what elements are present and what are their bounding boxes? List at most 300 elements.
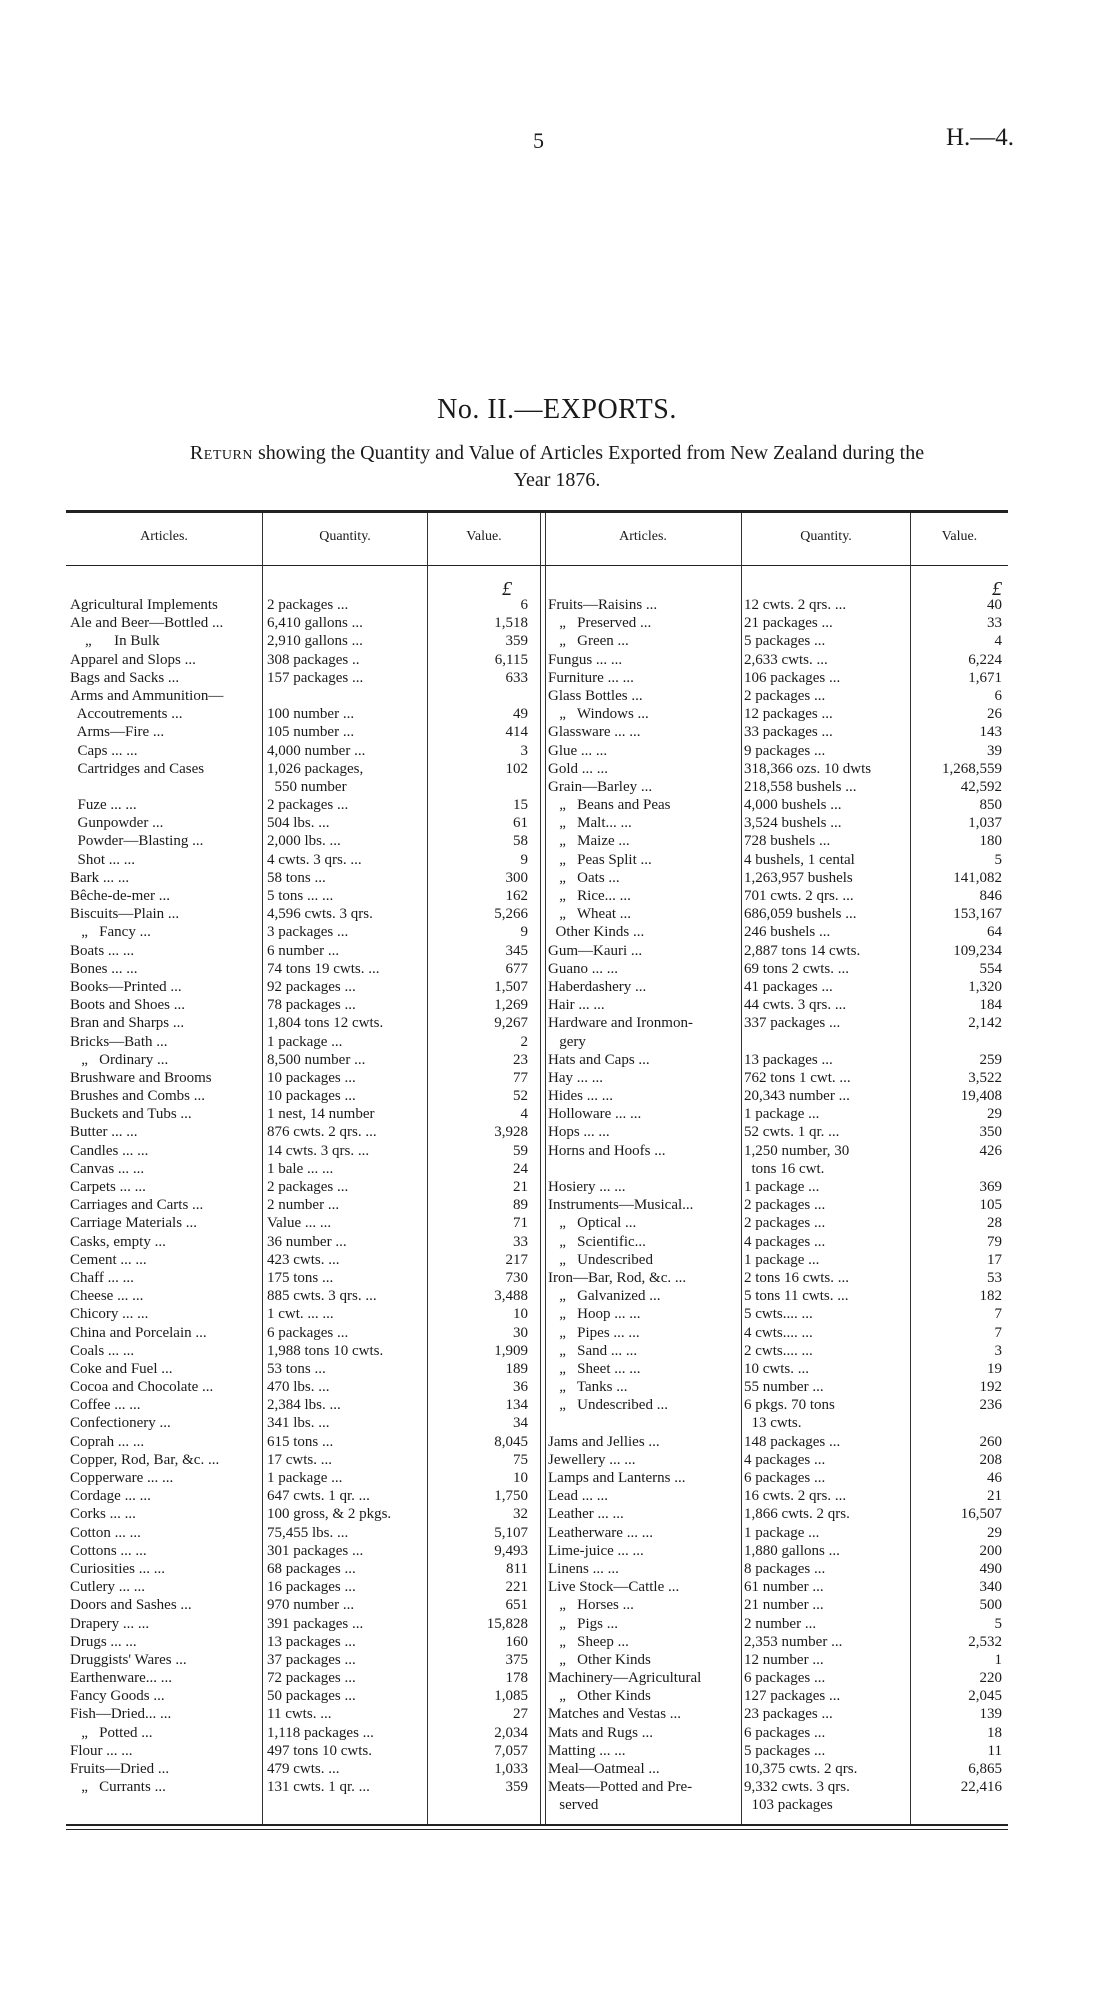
value-cell: 1,033: [494, 1761, 528, 1777]
table-row: [548, 1033, 1008, 1051]
table-row: [70, 1560, 538, 1578]
value-cell: 1,085: [494, 1688, 528, 1705]
table-row: [70, 1051, 538, 1069]
table-row: [70, 1360, 538, 1378]
article-cell: „ Beans and Peas: [548, 797, 671, 814]
article-cell: served: [548, 1797, 599, 1814]
article-cell: „ Other Kinds: [548, 1688, 651, 1705]
article-cell: „ Malt... ...: [548, 815, 632, 832]
table-row: [548, 832, 1008, 850]
article-cell: Chicory ... ...: [70, 1306, 149, 1323]
quantity-cell: 175 tons ...: [267, 1269, 334, 1286]
table-row: [70, 1214, 538, 1232]
article-cell: Machinery—Agricultural: [548, 1670, 702, 1687]
value-cell: 16,507: [960, 1506, 1002, 1523]
article-cell: „ Maize ...: [548, 833, 630, 850]
subtitle: [100, 440, 1014, 494]
quantity-cell: 4 cwts.... ...: [744, 1324, 813, 1341]
table-row: [548, 1069, 1008, 1087]
table-row: [70, 596, 538, 614]
value-cell: 1,909: [494, 1342, 528, 1359]
header-quantity-right: Quantity.: [800, 529, 852, 544]
article-cell: Mats and Rugs ...: [548, 1724, 653, 1741]
subtitle-rest: showing the Quantity and Value of Articles Exported from New Zealand during the: [252, 442, 925, 464]
table-row: [548, 1451, 1008, 1469]
article-cell: Fruits—Dried ...: [70, 1761, 170, 1777]
value-cell: 33: [513, 1233, 528, 1250]
value-cell: 24: [513, 1160, 528, 1177]
quantity-cell: 4 packages ...: [744, 1233, 826, 1250]
quantity-cell: 885 cwts. 3 qrs. ...: [267, 1288, 377, 1305]
table-row: [548, 1287, 1008, 1305]
article-cell: Flour ... ...: [70, 1742, 133, 1759]
currency-symbol-left: £: [502, 578, 512, 600]
quantity-cell: 6 packages ...: [744, 1670, 826, 1687]
article-cell: Butter ... ...: [70, 1124, 138, 1141]
article-cell: Copperware ... ...: [70, 1470, 174, 1486]
table-row: [548, 1542, 1008, 1560]
article-cell: Meats—Potted and Pre-: [548, 1779, 693, 1796]
quantity-cell: 2 packages ...: [744, 1197, 826, 1214]
value-cell: 9,493: [494, 1542, 528, 1559]
value-cell: 19,408: [960, 1088, 1002, 1105]
article-cell: Casks, empty ...: [70, 1233, 166, 1250]
table-row: [70, 978, 538, 996]
table-row: [548, 778, 1008, 796]
table-row: [70, 996, 538, 1014]
table-row: [70, 1669, 538, 1687]
quantity-cell: 2 packages ...: [267, 597, 349, 613]
table-row: [548, 1615, 1008, 1633]
header-value-right: Value.: [941, 529, 978, 544]
table-row: [70, 1724, 538, 1742]
quantity-cell: 1 bale ... ...: [267, 1160, 334, 1177]
quantity-cell: 6 pkgs. 70 tons: [744, 1397, 835, 1414]
value-cell: 345: [505, 942, 528, 959]
article-cell: Cordage ... ...: [70, 1488, 151, 1505]
value-cell: 182: [979, 1288, 1002, 1305]
article-cell: Curiosities ... ...: [70, 1560, 166, 1577]
table-row: [70, 1778, 538, 1796]
table-row: [70, 1633, 538, 1651]
article-cell: Buckets and Tubs ...: [70, 1106, 192, 1123]
article-cell: Hats and Caps ...: [548, 1051, 650, 1068]
table-row: [70, 905, 538, 923]
article-cell: Carpets ... ...: [70, 1179, 146, 1195]
article-cell: Haberdashery ...: [548, 978, 647, 995]
article-cell: „ Oats ...: [548, 869, 620, 886]
table-row: [548, 1160, 1008, 1178]
quantity-cell: 8 packages ...: [744, 1560, 826, 1577]
value-cell: 4: [520, 1106, 528, 1123]
article-cell: Accoutrements ...: [70, 706, 183, 723]
table-row: [70, 796, 538, 814]
article-cell: gery: [548, 1033, 586, 1050]
quantity-cell: 55 number ...: [744, 1379, 824, 1396]
article-cell: Fuze ... ...: [70, 797, 137, 814]
value-cell: 6,115: [494, 651, 528, 668]
article-cell: „ In Bulk: [70, 633, 160, 650]
table-row: [70, 614, 538, 632]
article-cell: Bran and Sharps ...: [70, 1015, 185, 1032]
table-row: [70, 632, 538, 650]
article-cell: Cottons ... ...: [70, 1542, 147, 1559]
value-cell: 18: [987, 1724, 1002, 1741]
value-cell: 58: [513, 833, 528, 850]
table-row: [548, 723, 1008, 741]
table-row: [548, 1796, 1008, 1814]
quantity-cell: 6 packages ...: [744, 1724, 826, 1741]
table-row: [70, 851, 538, 869]
article-cell: „ Other Kinds: [548, 1651, 651, 1668]
value-cell: 375: [505, 1651, 528, 1668]
article-cell: Candles ... ...: [70, 1142, 149, 1159]
quantity-cell: 4,596 cwts. 3 qrs.: [267, 906, 373, 923]
article-cell: Cutlery ... ...: [70, 1579, 145, 1596]
table-row: [548, 814, 1008, 832]
value-cell: 220: [979, 1670, 1002, 1687]
quantity-cell: 4 packages ...: [744, 1451, 826, 1468]
quantity-cell: 68 packages ...: [267, 1560, 356, 1577]
table-row: [548, 1360, 1008, 1378]
article-cell: „ Rice... ...: [548, 888, 631, 904]
table-row: [548, 1760, 1008, 1778]
article-cell: Live Stock—Cattle ...: [548, 1579, 680, 1596]
article-cell: „ Sheep ...: [548, 1633, 629, 1650]
article-cell: Leatherware ... ...: [548, 1524, 653, 1541]
value-cell: 79: [987, 1233, 1002, 1250]
article-cell: Glass Bottles ...: [548, 687, 643, 704]
article-cell: Cement ... ...: [70, 1251, 147, 1268]
table-row: [548, 1105, 1008, 1123]
article-cell: Powder—Blasting ...: [70, 833, 204, 850]
quantity-cell: 4,000 bushels ...: [744, 797, 842, 814]
quantity-cell: 23 packages ...: [744, 1706, 833, 1723]
article-cell: Caps ... ...: [70, 742, 138, 759]
article-cell: Boots and Shoes ...: [70, 997, 186, 1014]
article-cell: „ Undescribed ...: [548, 1397, 668, 1414]
header-value-left: Value.: [466, 529, 502, 544]
value-cell: 260: [979, 1433, 1002, 1450]
article-cell: Coke and Fuel ...: [70, 1360, 173, 1377]
table-row: [548, 760, 1008, 778]
quantity-cell: 13 packages ...: [267, 1633, 356, 1650]
table-row: [548, 1524, 1008, 1542]
value-cell: 1,269: [494, 997, 528, 1014]
value-cell: 9: [520, 851, 528, 868]
quantity-cell: 10,375 cwts. 2 qrs.: [744, 1761, 858, 1777]
article-cell: Cheese ... ...: [70, 1288, 144, 1305]
article-cell: Cartridges and Cases: [70, 760, 205, 777]
article-cell: Earthenware... ...: [70, 1670, 173, 1687]
article-cell: Linens ... ...: [548, 1560, 619, 1577]
quantity-cell: 1,866 cwts. 2 qrs.: [744, 1506, 850, 1523]
value-cell: 71: [513, 1215, 528, 1232]
article-cell: Bêche-de-mer ...: [70, 888, 170, 904]
quantity-cell: 44 cwts. 3 qrs. ...: [744, 997, 847, 1014]
quantity-cell: 9 packages ...: [744, 742, 826, 759]
value-cell: 1,518: [494, 615, 528, 632]
value-cell: 26: [987, 706, 1002, 723]
table-row: [70, 1578, 538, 1596]
value-cell: 189: [505, 1360, 528, 1377]
article-cell: Gold ... ...: [548, 760, 608, 777]
article-cell: Bark ... ...: [70, 869, 130, 886]
value-cell: 2,034: [494, 1724, 528, 1741]
value-cell: 29: [987, 1524, 1002, 1541]
article-cell: Lead ... ...: [548, 1488, 608, 1505]
table-row: [548, 1724, 1008, 1742]
article-cell: Fungus ... ...: [548, 651, 623, 668]
table-row: [548, 1487, 1008, 1505]
quantity-cell: 1,804 tons 12 cwts.: [267, 1015, 384, 1032]
article-cell: Fruits—Raisins ...: [548, 597, 658, 613]
table-row: [70, 1251, 538, 1269]
quantity-cell: 341 lbs. ...: [267, 1415, 330, 1432]
value-cell: 21: [513, 1179, 528, 1195]
table-row: [548, 1269, 1008, 1287]
article-cell: Cotton ... ...: [70, 1524, 141, 1541]
article-cell: „ Wheat ...: [548, 906, 632, 923]
article-cell: Jams and Jellies ...: [548, 1433, 660, 1450]
table-row: [70, 1487, 538, 1505]
table-row: [70, 1742, 538, 1760]
table-bottom-rule-2: [66, 1829, 1008, 1830]
document-code: H.—4.: [946, 124, 1015, 151]
quantity-cell: 100 gross, & 2 pkgs.: [267, 1506, 392, 1523]
table-row: [70, 1414, 538, 1432]
value-cell: 340: [979, 1579, 1002, 1596]
quantity-cell: 5 cwts.... ...: [744, 1306, 813, 1323]
quantity-cell: 876 cwts. 2 qrs. ...: [267, 1124, 377, 1141]
table-row: [548, 978, 1008, 996]
table-row: [548, 869, 1008, 887]
quantity-cell: 308 packages ..: [267, 651, 360, 668]
article-cell: Bones ... ...: [70, 960, 138, 977]
article-cell: Lime-juice ... ...: [548, 1542, 644, 1559]
value-cell: 359: [505, 633, 528, 650]
quantity-cell: 33 packages ...: [744, 724, 833, 741]
value-cell: 40: [987, 597, 1002, 613]
article-cell: Matches and Vestas ...: [548, 1706, 682, 1723]
article-cell: Canvas ... ...: [70, 1160, 145, 1177]
value-cell: 2: [520, 1033, 528, 1050]
value-cell: 5: [994, 851, 1002, 868]
quantity-cell: 4 cwts. 3 qrs. ...: [267, 851, 362, 868]
quantity-cell: 2,384 lbs. ...: [267, 1397, 341, 1414]
article-cell: „ Fancy ...: [70, 924, 151, 941]
table-row: [70, 1160, 538, 1178]
table-row: [70, 651, 538, 669]
quantity-cell: 74 tons 19 cwts. ...: [267, 960, 380, 977]
article-cell: „ Optical ...: [548, 1215, 637, 1232]
table-row: [70, 1233, 538, 1251]
quantity-cell: 1 nest, 14 number: [267, 1106, 375, 1123]
quantity-cell: 75,455 lbs. ...: [267, 1524, 349, 1541]
article-cell: Gunpowder ...: [70, 815, 164, 832]
quantity-cell: 20,343 number ...: [744, 1088, 850, 1105]
table-row: [548, 1705, 1008, 1723]
left-table-body: [70, 596, 538, 1796]
quantity-cell: 497 tons 10 cwts.: [267, 1742, 372, 1759]
table-row: [70, 1542, 538, 1560]
subtitle-lead: Return: [189, 442, 253, 464]
value-cell: 36: [513, 1379, 528, 1396]
table-row: [70, 1196, 538, 1214]
table-row: [548, 1123, 1008, 1141]
table-row: [70, 1651, 538, 1669]
value-cell: 15,828: [486, 1615, 528, 1632]
quantity-cell: 16 cwts. 2 qrs. ...: [744, 1488, 847, 1505]
value-cell: 139: [979, 1706, 1002, 1723]
table-row: [70, 1014, 538, 1032]
quantity-cell: 12 number ...: [744, 1651, 824, 1668]
article-cell: Coffee ... ...: [70, 1397, 141, 1414]
value-cell: 7: [994, 1306, 1002, 1323]
quantity-cell: 4 bushels, 1 cental: [744, 851, 855, 868]
table-row: [548, 1324, 1008, 1342]
quantity-cell: 103 packages: [744, 1797, 833, 1814]
article-cell: Corks ... ...: [70, 1506, 136, 1523]
article-cell: Matting ... ...: [548, 1742, 626, 1759]
value-cell: 7,057: [494, 1742, 528, 1759]
article-cell: „ Peas Split ...: [548, 851, 652, 868]
quantity-cell: 701 cwts. 2 qrs. ...: [744, 888, 854, 904]
article-cell: „ Undescribed: [548, 1251, 653, 1268]
value-cell: 850: [979, 797, 1002, 814]
table-row: [70, 1524, 538, 1542]
article-cell: Drapery ... ...: [70, 1615, 150, 1632]
quantity-cell: 6 number ...: [267, 942, 340, 959]
article-cell: Grain—Barley ...: [548, 778, 653, 795]
table-row: [70, 1287, 538, 1305]
quantity-cell: 61 number ...: [744, 1579, 824, 1596]
quantity-cell: 2 number ...: [744, 1615, 817, 1632]
article-cell: Instruments—Musical...: [548, 1197, 694, 1214]
value-cell: 3: [994, 1342, 1002, 1359]
quantity-cell: 13 cwts.: [744, 1415, 802, 1432]
article-cell: Coals ... ...: [70, 1342, 135, 1359]
quantity-cell: 14 cwts. 3 qrs. ...: [267, 1142, 370, 1159]
value-cell: 59: [513, 1142, 528, 1159]
quantity-cell: 2 packages ...: [267, 1179, 349, 1195]
value-cell: 49: [513, 706, 528, 723]
quantity-cell: 728 bushels ...: [744, 833, 831, 850]
value-cell: 200: [979, 1542, 1002, 1559]
value-cell: 162: [505, 888, 528, 904]
article-cell: Coprah ... ...: [70, 1433, 145, 1450]
header-rule: [66, 565, 1008, 566]
quantity-cell: 301 packages ...: [267, 1542, 364, 1559]
quantity-cell: 550 number: [267, 778, 347, 795]
table-row: [548, 687, 1008, 705]
quantity-cell: 1 package ...: [744, 1251, 820, 1268]
article-cell: Ale and Beer—Bottled ...: [70, 615, 224, 632]
table-row: [548, 996, 1008, 1014]
quantity-cell: 92 packages ...: [267, 978, 356, 995]
value-cell: 651: [505, 1597, 528, 1614]
table-row: [70, 1433, 538, 1451]
table-row: [548, 1469, 1008, 1487]
quantity-cell: 10 cwts. ...: [744, 1360, 809, 1377]
value-cell: 1,268,559: [942, 760, 1002, 777]
table-row: [70, 1342, 538, 1360]
value-cell: 53: [987, 1269, 1002, 1286]
value-cell: 21: [987, 1488, 1002, 1505]
article-cell: Biscuits—Plain ...: [70, 906, 180, 923]
value-cell: 1: [994, 1651, 1002, 1668]
table-row: [70, 1396, 538, 1414]
quantity-cell: 504 lbs. ...: [267, 815, 330, 832]
quantity-cell: 246 bushels ...: [744, 924, 831, 941]
article-cell: „ Horses ...: [548, 1597, 634, 1614]
quantity-cell: 12 cwts. 2 qrs. ...: [744, 597, 847, 613]
value-cell: 6: [994, 687, 1002, 704]
value-cell: 28: [987, 1215, 1002, 1232]
article-cell: Glassware ... ...: [548, 724, 641, 741]
table-row: [548, 960, 1008, 978]
value-cell: 143: [979, 724, 1002, 741]
article-cell: „ Currants ...: [70, 1779, 166, 1796]
table-row: [70, 1142, 538, 1160]
article-cell: Bricks—Bath ...: [70, 1033, 168, 1050]
article-cell: Glue ... ...: [548, 742, 608, 759]
article-cell: Carriages and Carts ...: [70, 1197, 204, 1214]
table-row: [548, 1396, 1008, 1414]
value-cell: 4: [994, 633, 1002, 650]
quantity-cell: 5 tons ... ...: [267, 888, 334, 904]
article-cell: Hay ... ...: [548, 1069, 603, 1086]
quantity-cell: 1 cwt. ... ...: [267, 1306, 334, 1323]
value-cell: 3: [520, 742, 528, 759]
article-cell: Brushware and Brooms: [70, 1069, 212, 1086]
value-cell: 27: [513, 1706, 528, 1723]
article-cell: Bags and Sacks ...: [70, 669, 180, 686]
article-cell: Iron—Bar, Rod, &c. ...: [548, 1269, 687, 1286]
article-cell: „ Potted ...: [70, 1724, 153, 1741]
table-row: [70, 1324, 538, 1342]
article-cell: „ Green ...: [548, 633, 629, 650]
value-cell: 9,267: [494, 1015, 528, 1032]
article-cell: Other Kinds ...: [548, 924, 645, 941]
value-cell: 1,320: [968, 978, 1002, 995]
article-cell: „ Galvanized ...: [548, 1288, 661, 1305]
value-cell: 5,266: [494, 906, 528, 923]
table-row: [70, 1469, 538, 1487]
quantity-cell: 53 tons ...: [267, 1360, 326, 1377]
table-row: [70, 1378, 538, 1396]
table-row: [70, 1305, 538, 1323]
value-cell: 61: [513, 815, 528, 832]
article-cell: Cocoa and Chocolate ...: [70, 1379, 214, 1396]
table-row: [548, 887, 1008, 905]
value-cell: 6,865: [968, 1761, 1002, 1777]
quantity-cell: 1 package ...: [267, 1033, 343, 1050]
value-cell: 32: [513, 1506, 528, 1523]
quantity-cell: 100 number ...: [267, 706, 355, 723]
header-quantity-left: Quantity.: [319, 529, 371, 544]
value-cell: 134: [505, 1397, 528, 1414]
quantity-cell: 6 packages ...: [267, 1324, 349, 1341]
quantity-cell: 1 package ...: [744, 1106, 820, 1123]
table-top-rule: [66, 510, 1008, 513]
table-row: [70, 832, 538, 850]
quantity-cell: 337 packages ...: [744, 1015, 841, 1032]
article-cell: China and Porcelain ...: [70, 1324, 207, 1341]
quantity-cell: 11 cwts. ...: [267, 1706, 332, 1723]
value-cell: 42,592: [960, 778, 1002, 795]
quantity-cell: Value ... ...: [267, 1215, 332, 1232]
